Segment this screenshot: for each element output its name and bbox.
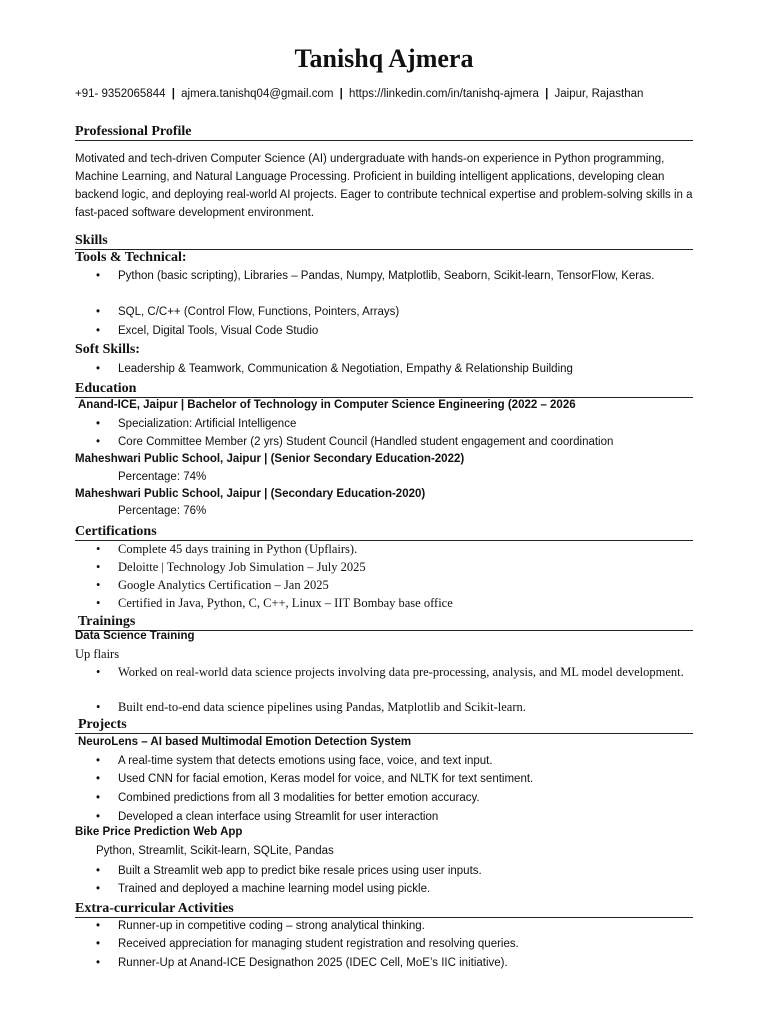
list-item: • Certified in Java, Python, C, C++, Linux – IIT Bombay base office bbox=[118, 595, 693, 613]
education-degree: Anand-ICE, Jaipur | Bachelor of Technology in Computer Science Engineering (2022 – 2026 bbox=[78, 399, 576, 411]
list-item: • Core Committee Member (2 yrs) Student Council (Handled student engagement and coordination bbox=[118, 434, 693, 452]
education-senior-school: Maheshwari Public School, Jaipur | (Senior Secondary Education-2022) bbox=[75, 453, 465, 465]
list-item: • Excel, Digital Tools, Visual Code Studio bbox=[118, 323, 693, 341]
list-item: • Used CNN for facial emotion, Keras model for voice, and NLTK for text sentiment. bbox=[118, 771, 693, 789]
education-secondary-school: Maheshwari Public School, Jaipur | (Secondary Education-2020) bbox=[75, 488, 426, 500]
separator: | bbox=[171, 88, 175, 100]
separator: | bbox=[339, 88, 343, 100]
project-tech-stack: Python, Streamlit, Scikit-learn, SQLite, Pandas bbox=[96, 845, 334, 857]
section-heading-certifications: Certifications bbox=[75, 523, 693, 541]
list-item: • Trained and deployed a machine learning model using pickle. bbox=[118, 881, 693, 899]
list-item: • Built a Streamlit web app to predict bike resale prices using user inputs. bbox=[118, 863, 693, 881]
list-item: • Specialization: Artificial Intelligence bbox=[118, 416, 693, 434]
linkedin-url: https://linkedin.com/in/tanishq-ajmera bbox=[349, 88, 539, 100]
subheading-tools: Tools & Technical: bbox=[75, 250, 187, 265]
list-item: • Worked on real-world data science projects involving data pre-processing, analysis, and ML model development. bbox=[118, 664, 693, 682]
location: Jaipur, Rajasthan bbox=[554, 88, 644, 100]
training-org: Up flairs bbox=[75, 647, 120, 661]
project-title: NeuroLens – AI based Multimodal Emotion Detection System bbox=[78, 736, 412, 748]
phone: +91- 9352065844 bbox=[75, 88, 166, 100]
senior-percentage: Percentage: 74% bbox=[118, 471, 207, 483]
section-heading-profile: Professional Profile bbox=[75, 123, 693, 141]
list-item: • Combined predictions from all 3 modalities for better emotion accuracy. bbox=[118, 790, 693, 808]
list-item: • Deloitte | Technology Job Simulation – July 2025 bbox=[118, 559, 693, 577]
list-item: • Runner-up in competitive coding – strong analytical thinking. bbox=[118, 918, 693, 936]
list-item: • Built end-to-end data science pipelines using Pandas, Matplotlib and Scikit-learn. bbox=[118, 699, 693, 717]
separator: | bbox=[545, 88, 549, 100]
section-heading-projects: Projects bbox=[75, 716, 693, 734]
section-heading-activities: Extra-curricular Activities bbox=[75, 900, 693, 918]
list-item: • Python (basic scripting), Libraries – Pandas, Numpy, Matplotlib, Seaborn, Scikit-learn, TensorFlow, Keras. bbox=[118, 268, 693, 286]
list-item: • SQL, C/C++ (Control Flow, Functions, Pointers, Arrays) bbox=[118, 304, 693, 322]
section-heading-skills: Skills bbox=[75, 232, 693, 250]
list-item: • A real-time system that detects emotions using face, voice, and text input. bbox=[118, 753, 693, 771]
contact-line bbox=[75, 88, 693, 100]
section-heading-trainings: Trainings bbox=[75, 613, 693, 631]
list-item: • Runner-Up at Anand-ICE Designathon 2025 (IDEC Cell, MoE’s IIC initiative). bbox=[118, 955, 693, 973]
project-title: Bike Price Prediction Web App bbox=[75, 826, 243, 838]
training-title: Data Science Training bbox=[75, 630, 195, 642]
profile-text: Motivated and tech-driven Computer Science (AI) undergraduate with hands-on experience in Python programming, Machine Learning, and Natural Language Processing. Proficient in building intelligent applications, developing clean backend logic, and deploying real-world AI projects. Eager to contribute technical expertise and problem-solving skills in a fast-paced software development environment. bbox=[75, 153, 693, 219]
list-item: • Google Analytics Certification – Jan 2025 bbox=[118, 577, 693, 595]
section-heading-education: Education bbox=[75, 380, 693, 398]
list-item: • Complete 45 days training in Python (Upflairs). bbox=[118, 541, 693, 559]
secondary-percentage: Percentage: 76% bbox=[118, 505, 207, 517]
email: ajmera.tanishq04@gmail.com bbox=[181, 88, 334, 100]
list-item: • Received appreciation for managing student registration and resolving queries. bbox=[118, 936, 693, 954]
list-item: • Developed a clean interface using Streamlit for user interaction bbox=[118, 809, 693, 827]
candidate-name: Tanishq Ajmera bbox=[294, 44, 474, 73]
list-item: • Leadership & Teamwork, Communication & Negotiation, Empathy & Relationship Building bbox=[118, 361, 693, 379]
subheading-soft-skills: Soft Skills: bbox=[75, 342, 140, 357]
